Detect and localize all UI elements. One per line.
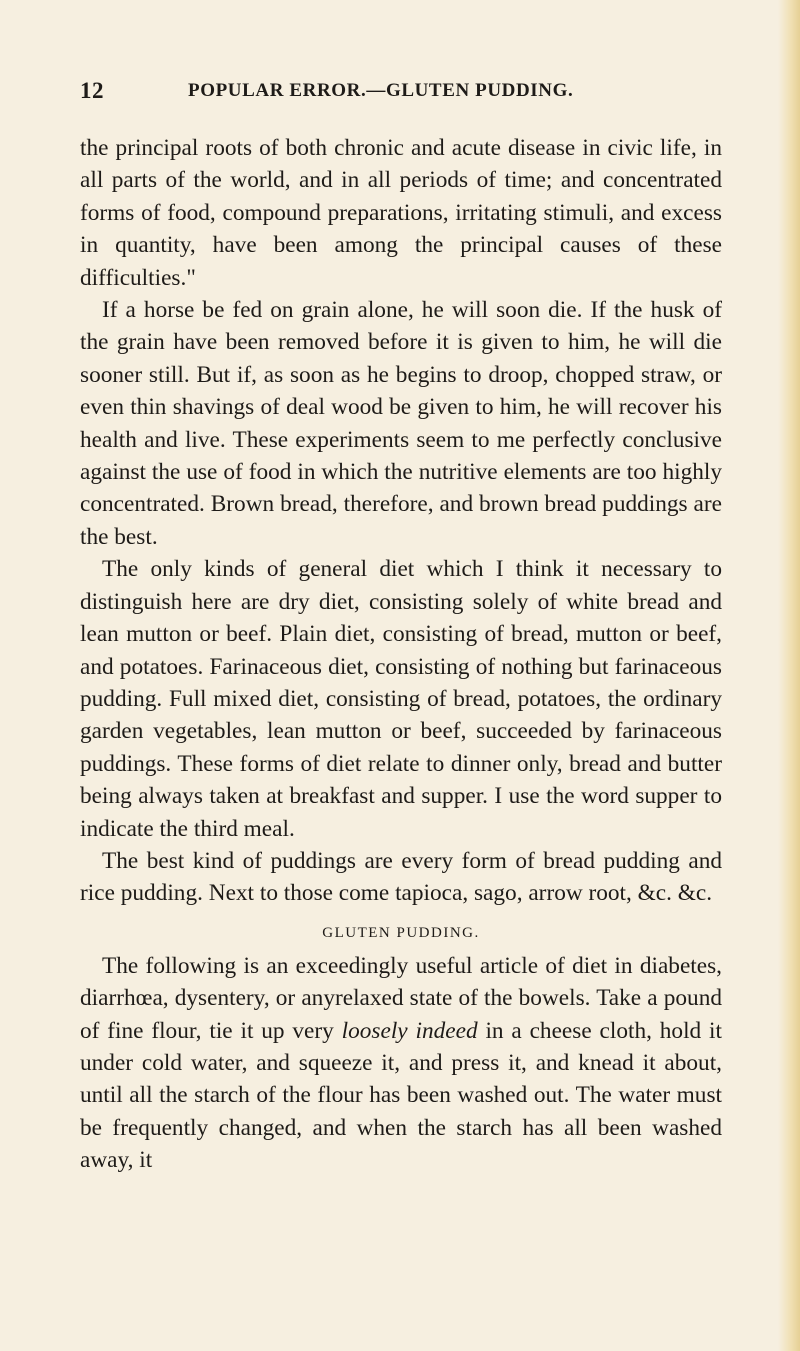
recipe-emphasis: loosely indeed [341, 1017, 478, 1044]
running-head: POPULAR ERROR.—GLUTEN PUDDING. [188, 80, 574, 101]
recipe-text-start: The following is an exceedingly useful article of diet in diabetes, diarrhœa, dysentery, or anyrelaxed state of the bowels. Take a pound of fine flour, tie it up very [80, 952, 722, 1044]
paragraph-puddings: The best kind of puddings are every form of bread pudding and rice pudding. Next to those come tapioca, sago, arrow root, &c. &c. [80, 847, 722, 907]
paragraph-horse: If a horse be fed on grain alone, he will soon die. If the husk of the grain have been removed before it is given to him, he will die sooner still. But if, as soon as he begins to droop, chopped straw, or even thin shavings of deal wood be given to him, he will recover his health and live. These experiments seem to me perfectly conclusive against the use of food in which the nutritive elements are too highly concentrated. Brown bread, therefore, and brown bread puddings are the best. [80, 297, 722, 550]
recipe-text-end: in a cheese cloth, hold it under cold water, and squeeze it, and press it, and knead it about, until all the starch of the flour has been washed out. The water must be frequently changed, and when the starch has all been washed away, it [80, 1017, 722, 1174]
body-text [80, 132, 722, 1177]
page-edge-shading [778, 0, 800, 1351]
section-heading: GLUTEN PUDDING. [322, 924, 480, 941]
paragraph-diets: The only kinds of general diet which I think it necessary to distinguish here are dry diet, consisting solely of white bread and lean mutton or beef. Plain diet, consisting of bread, mutton or beef, and potatoes. Farinaceous diet, consisting of nothing but farinaceous pudding. Full mixed diet, consisting of bread, potatoes, the ordinary garden vegetables, lean mutton or beef, succeeded by farinaceous puddings. These forms of diet relate to dinner only, bread and butter being always taken at breakfast and supper. I use the word supper to indicate the third meal. [80, 556, 722, 842]
paragraph-gluten-recipe [80, 950, 722, 1177]
page-header [80, 78, 720, 108]
paragraph-continued: the principal roots of both chronic and acute disease in civic life, in all parts of the world, and in all periods of time; and concentrated forms of food, compound preparations, irritating stimuli, and excess in quantity, have been among the principal causes of these difficulties." [80, 135, 722, 291]
page-number: 12 [80, 78, 104, 103]
